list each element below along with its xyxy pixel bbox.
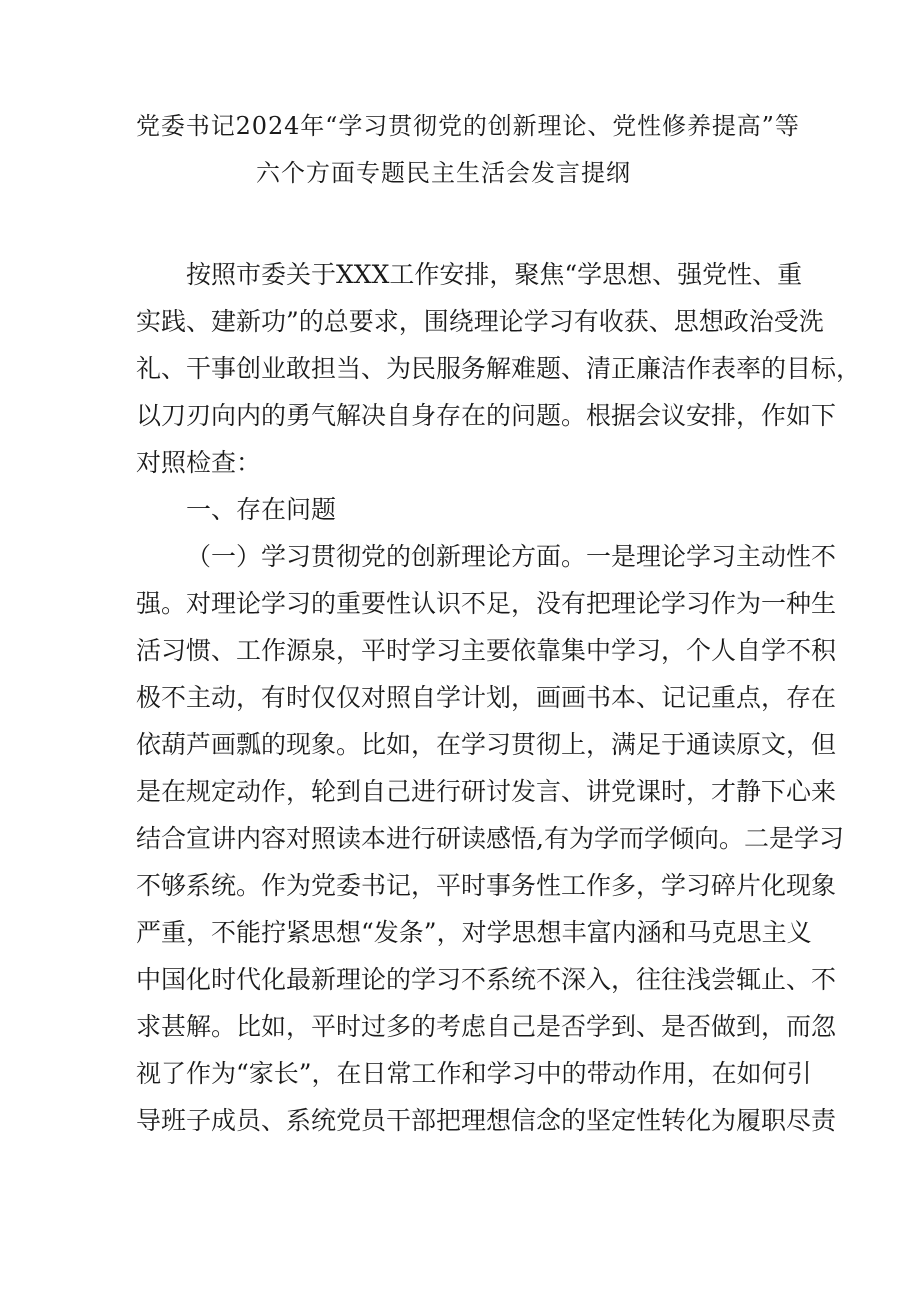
intro-line: 按照市委关于XXX工作安排，聚焦“学思想、强党性、重 bbox=[186, 260, 803, 289]
intro-line: 礼、干事创业敢担当、为民服务解难题、清正廉洁作表率的目标， bbox=[136, 354, 862, 383]
subsection-line: 极不主动，有时仅仅对照自学计划，画画书本、记记重点，存在 bbox=[136, 683, 837, 712]
subsection-line: 导班子成员、系统党员干部把理想信念的坚定性转化为履职尽责 bbox=[136, 1106, 837, 1135]
document-title-line-1: 党委书记2024年“学习贯彻党的创新理论、党性修养提高”等 bbox=[136, 112, 800, 140]
subsection-line: 严重，不能拧紧思想“发条”，对学思想丰富内涵和马克思主义 bbox=[136, 918, 812, 947]
subsection-line: 视了作为“家长”，在日常工作和学习中的带动作用，在如何引 bbox=[136, 1059, 812, 1088]
subsection-line: （一）学习贯彻党的创新理论方面。一是理论学习主动性不 bbox=[186, 542, 837, 571]
subsection-line: 求甚解。比如，平时过多的考虑自己是否学到、是否做到，而忽 bbox=[136, 1012, 837, 1041]
subsection-line: 依葫芦画瓢的现象。比如，在学习贯彻上，满足于通读原文，但 bbox=[136, 730, 837, 759]
subsection-line: 活习惯、工作源泉，平时学习主要依靠集中学习，个人自学不积 bbox=[136, 636, 837, 665]
subsection-line: 是在规定动作，轮到自己进行研讨发言、讲党课时，才静下心来 bbox=[136, 777, 837, 806]
intro-line: 对照检查： bbox=[136, 448, 262, 477]
subsection-line: 结合宣讲内容对照读本进行研读感悟,有为学而学倾向。二是学习 bbox=[136, 824, 844, 853]
subsection-line: 强。对理论学习的重要性认识不足，没有把理论学习作为一种生 bbox=[136, 589, 837, 618]
subsection-line: 中国化时代化最新理论的学习不系统不深入，往往浅尝辄止、不 bbox=[136, 965, 837, 994]
intro-line: 实践、建新功”的总要求，围绕理论学习有收获、思想政治受洗 bbox=[136, 307, 824, 336]
section-heading: 一、存在问题 bbox=[186, 495, 337, 524]
subsection-line: 不够系统。作为党委书记，平时事务性工作多，学习碎片化现象 bbox=[136, 871, 837, 900]
document-title-line-2: 六个方面专题民主生活会发言提纲 bbox=[256, 159, 631, 187]
intro-line: 以刀刃向内的勇气解决自身存在的问题。根据会议安排，作如下 bbox=[136, 401, 837, 430]
